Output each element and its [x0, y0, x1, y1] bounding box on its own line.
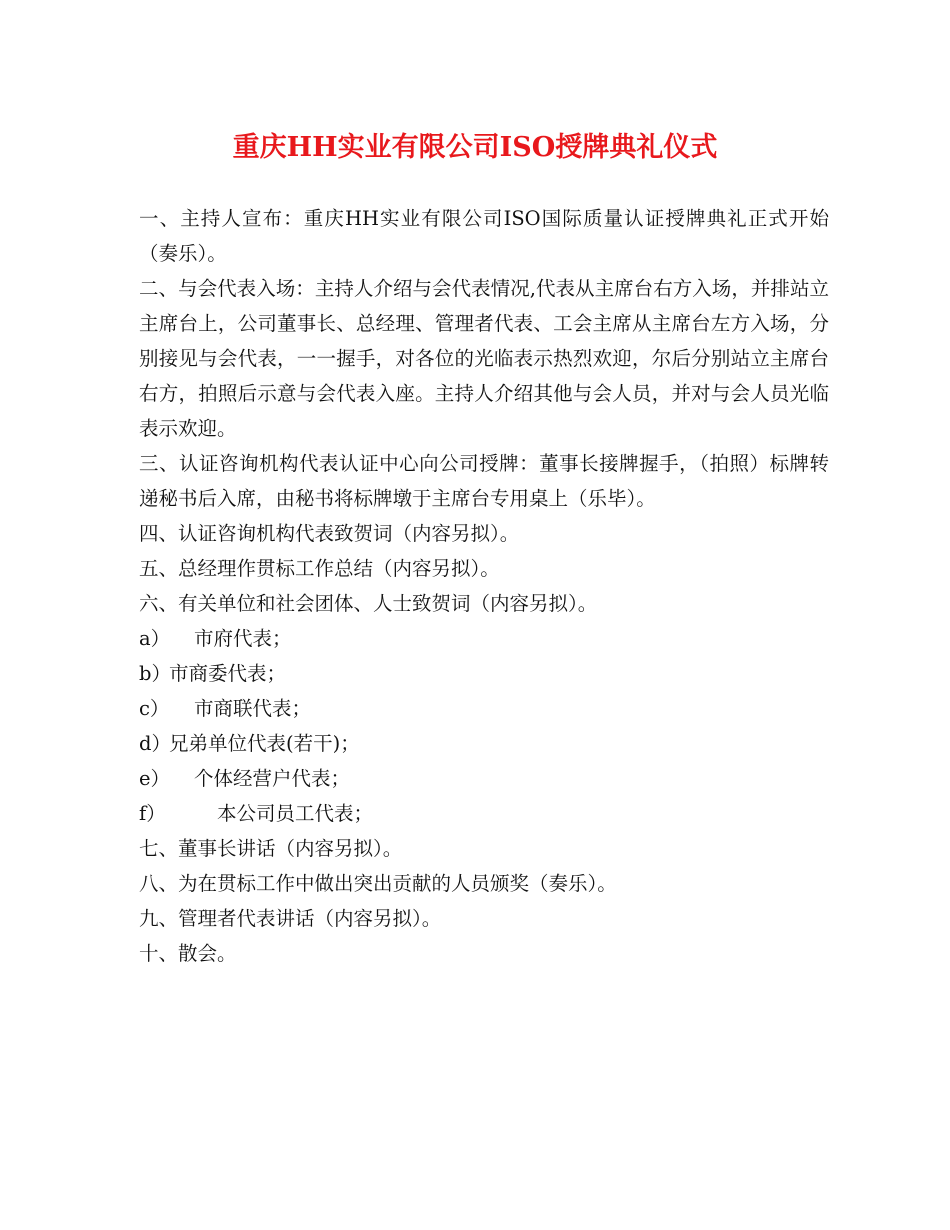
section-1: 一、主持人宣布：重庆HH实业有限公司ISO国际质量认证授牌典礼正式开始（奏乐）。 [139, 207, 829, 265]
section-9: 九、管理者代表讲话（内容另拟）。 [139, 907, 442, 930]
list-item-text: 市商委代表； [169, 662, 287, 685]
list-item [139, 691, 829, 726]
list-item [139, 761, 829, 796]
list-item-marker: f） [139, 802, 166, 825]
list-item [139, 796, 829, 831]
section-10: 十、散会。 [139, 942, 237, 965]
section-3: 三、认证咨询机构代表认证中心向公司授牌：董事长接牌握手，（拍照）标牌转递秘书后入席，由秘书将标牌墩于主席台专用桌上（乐毕）。 [139, 452, 829, 510]
list-item [139, 621, 829, 656]
section-2: 二、与会代表入场：主持人介绍与会代表情况,代表从主席台右方入场，并排站立主席台上，公司董事长、总经理、管理者代表、工会主席从主席台左方入场，分别接见与会代表，一一握手，对各位的光临表示热烈欢迎，尔后分别站立主席台右方，拍照后示意与会代表入座。主持人介绍其他与会人员，并对与会人员光临表示欢迎。 [139, 277, 829, 440]
section-8: 八、为在贯标工作中做出突出贡献的人员颁奖（奏乐）。 [139, 872, 617, 895]
list-item-marker: b） [139, 662, 171, 685]
section-6: 六、有关单位和社会团体、人士致贺词（内容另拟）。 [139, 592, 598, 615]
list-item [139, 726, 829, 761]
list-item-marker: a） [139, 627, 171, 650]
list-item-text: 个体经营户代表； [194, 767, 351, 790]
list-item-text: 市商联代表； [194, 697, 312, 720]
list-item-marker: d） [139, 732, 171, 755]
document-body [139, 201, 829, 971]
list-item [139, 656, 829, 691]
list-item-text: 兄弟单位代表(若干)； [169, 732, 360, 755]
section-7: 七、董事长讲话（内容另拟）。 [139, 837, 403, 860]
section-5: 五、总经理作贯标工作总结（内容另拟）。 [139, 557, 500, 580]
list-item-text: 本公司员工代表； [217, 802, 374, 825]
section-4: 四、认证咨询机构代表致贺词（内容另拟）。 [139, 522, 520, 545]
document-title: 重庆HH实业有限公司ISO授牌典礼仪式 [232, 132, 718, 163]
list-item-marker: e） [139, 767, 171, 790]
list-item-marker: c） [139, 697, 170, 720]
list-item-text: 市府代表； [194, 627, 292, 650]
